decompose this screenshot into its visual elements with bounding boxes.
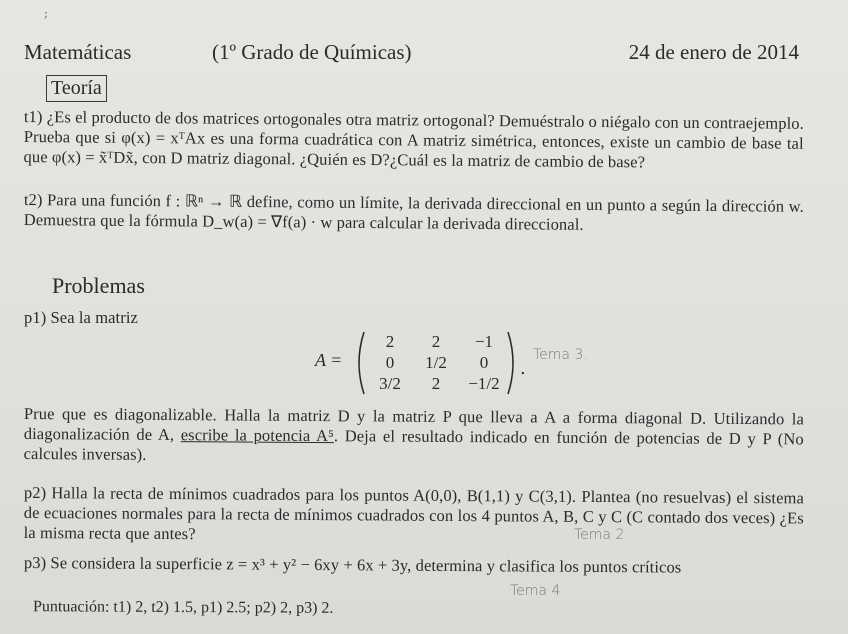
- subject-title: Matemáticas: [24, 40, 132, 64]
- problem-p2: p2) Halla la recta de mínimos cuadrados para los puntos A(0,0), B(1,1) y C(3,1). Plantea (no resuelvas) el sistema de ecuaciones normales para la recta de mínimos cuadrados con los 4 puntos A, B, C y C (C contado dos veces) ¿Es la misma recta que antes?: [23, 483, 804, 544]
- matrix-cell: 0: [385, 353, 395, 372]
- handwritten-note-2: Tema 2: [574, 527, 625, 543]
- problem-p3: p3) Se considera la superficie z = x³ + y² − 6xy + 6x + 3y, determina y clasifica los puntos críticos: [23, 553, 682, 577]
- left-parenthesis: [353, 330, 367, 396]
- problems-section-title: Problemas: [52, 273, 145, 298]
- handwritten-note-1: Tema 3.: [533, 347, 588, 363]
- p1-body-underlined: escribe la potencia A⁵: [180, 425, 334, 446]
- right-parenthesis: [505, 330, 519, 396]
- matrix-cell: −1/2: [468, 374, 500, 393]
- question-t1: t1) ¿Es el producto de dos matrices ortogonales otra matriz ortogonal? Demuéstralo o niégalo con un contraejemplo. Prueba que si φ(x) = xᵀAx es una forma cuadrática con A matriz simétrica, entonces, existe un cambio de base tal que φ(x) = x̃ᵀDx̃, con D matriz diagonal. ¿Quién es D?¿Cuál es la matriz de cambio de base?: [23, 107, 804, 172]
- handwritten-note-3: Tema 4: [510, 583, 561, 599]
- matrix-end: .: [520, 358, 526, 379]
- exam-date: 24 de enero de 2014: [628, 40, 799, 64]
- matrix-cell: 2: [431, 374, 441, 393]
- matrix-cell: 1/2: [425, 353, 447, 372]
- p1-body-post: . Deja el resultado indicado en función de potencias de D y P (No calcules inversas).: [23, 426, 804, 464]
- matrix-lhs: A =: [315, 350, 343, 370]
- question-t2: t2) Para una función f : ℝⁿ → ℝ define, como un límite, la derivada direccional en un punto a según la dirección w. Demuestra que la fórmula D_w(a) = ∇f(a) · w para calcular la derivada direccional.: [23, 190, 804, 234]
- matrix-cell: 2: [431, 332, 441, 351]
- matrix-cell: 0: [479, 353, 489, 372]
- matrix-cell: 3/2: [379, 374, 401, 393]
- problem-p1-body: [24, 404, 804, 469]
- course-title: (1º Grado de Químicas): [212, 40, 412, 64]
- problem-p1-intro: p1) Sea la matriz: [24, 308, 138, 327]
- matrix-cell: −1: [474, 332, 494, 351]
- matrix-cell: 2: [385, 332, 395, 351]
- exam-header: [24, 40, 799, 68]
- p1-body-pre: Prue que es diagonalizable. Halla la matriz D y la matriz P que lleva a A a forma diagonal D. Utilizando la diagonalización de A,: [23, 404, 804, 445]
- theory-section-title: Teoría: [46, 75, 107, 102]
- corner-mark: ;: [44, 6, 49, 20]
- score-breakdown: Puntuación: t1) 2, t2) 1.5, p1) 2.5; p2) 2, p3) 2.: [32, 598, 334, 617]
